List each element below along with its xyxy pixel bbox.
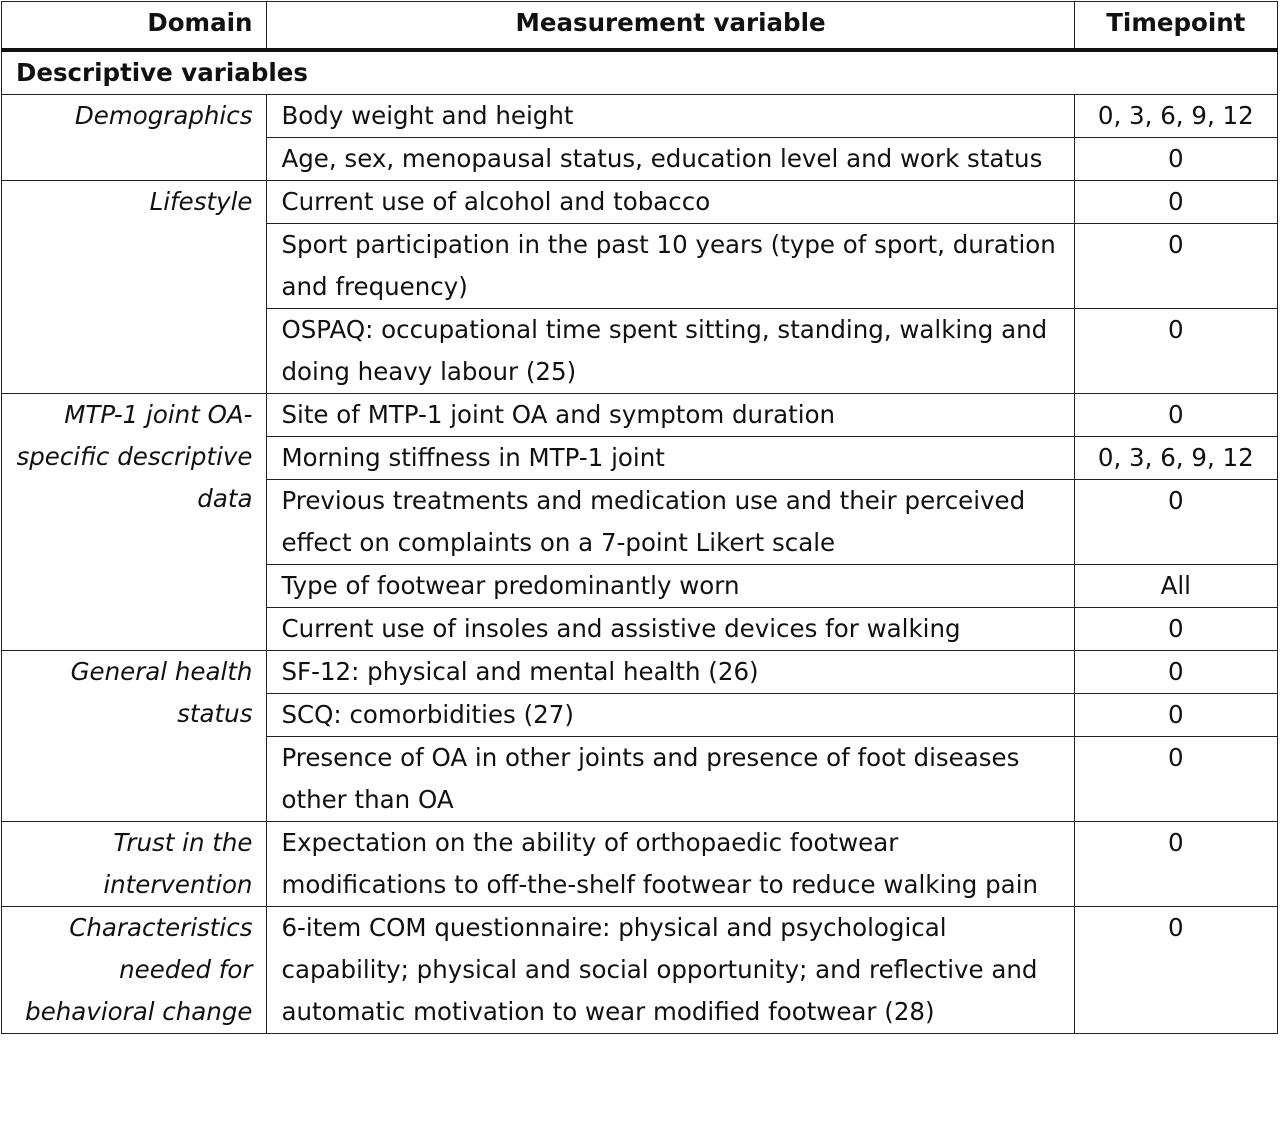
variable-cell: Morning stiffness in MTP-1 joint [267,437,1074,480]
variable-cell: Current use of alcohol and tobacco [267,181,1074,224]
variable-cell: Expectation on the ability of orthopaedic footwear modifications to off-the-shelf footwear to reduce walking pain [267,822,1074,907]
section-title: Descriptive variables [2,50,1278,95]
timepoint-cell: 0 [1074,737,1277,822]
domain-cell: Trust in the intervention [2,822,267,907]
variable-cell: SCQ: comorbidities (27) [267,694,1074,737]
variable-cell: Sport participation in the past 10 years (type of sport, duration and frequency) [267,224,1074,309]
variable-cell: 6-item COM questionnaire: physical and psychological capability; physical and social opportunity; and reflective and automatic motivation to wear modified footwear (28) [267,907,1074,1034]
table-row [2,907,1278,1034]
table-row [2,651,1278,694]
table-row [2,394,1278,437]
timepoint-cell: 0, 3, 6, 9, 12 [1074,95,1277,138]
header-domain: Domain [2,2,267,51]
timepoint-cell: 0 [1074,694,1277,737]
header-measurement-variable: Measurement variable [267,2,1074,51]
timepoint-cell: 0 [1074,309,1277,394]
timepoint-cell: 0 [1074,608,1277,651]
timepoint-cell: 0 [1074,480,1277,565]
timepoint-cell: 0 [1074,181,1277,224]
domain-cell: General health status [2,651,267,822]
timepoint-cell: 0 [1074,138,1277,181]
header-timepoint: Timepoint [1074,2,1277,51]
timepoint-cell: 0, 3, 6, 9, 12 [1074,437,1277,480]
timepoint-cell: 0 [1074,651,1277,694]
timepoint-cell: All [1074,565,1277,608]
table-row [2,95,1278,138]
variable-cell: OSPAQ: occupational time spent sitting, standing, walking and doing heavy labour (25) [267,309,1074,394]
variable-cell: SF-12: physical and mental health (26) [267,651,1074,694]
domain-cell: MTP-1 joint OA-specific descriptive data [2,394,267,651]
variable-cell: Age, sex, menopausal status, education level and work status [267,138,1074,181]
measurement-table [1,1,1278,1034]
variable-cell: Body weight and height [267,95,1074,138]
variable-cell: Current use of insoles and assistive devices for walking [267,608,1074,651]
variable-cell: Previous treatments and medication use and their perceived effect on complaints on a 7-point Likert scale [267,480,1074,565]
variable-cell: Type of footwear predominantly worn [267,565,1074,608]
timepoint-cell: 0 [1074,907,1277,1034]
timepoint-cell: 0 [1074,822,1277,907]
variable-cell: Presence of OA in other joints and presence of foot diseases other than OA [267,737,1074,822]
header-row [2,2,1278,51]
table-row [2,822,1278,907]
variable-cell: Site of MTP-1 joint OA and symptom duration [267,394,1074,437]
timepoint-cell: 0 [1074,224,1277,309]
table-row [2,181,1278,224]
domain-cell: Characteristics needed for behavioral change [2,907,267,1034]
section-row [2,50,1278,95]
domain-cell: Demographics [2,95,267,181]
domain-cell: Lifestyle [2,181,267,394]
timepoint-cell: 0 [1074,394,1277,437]
